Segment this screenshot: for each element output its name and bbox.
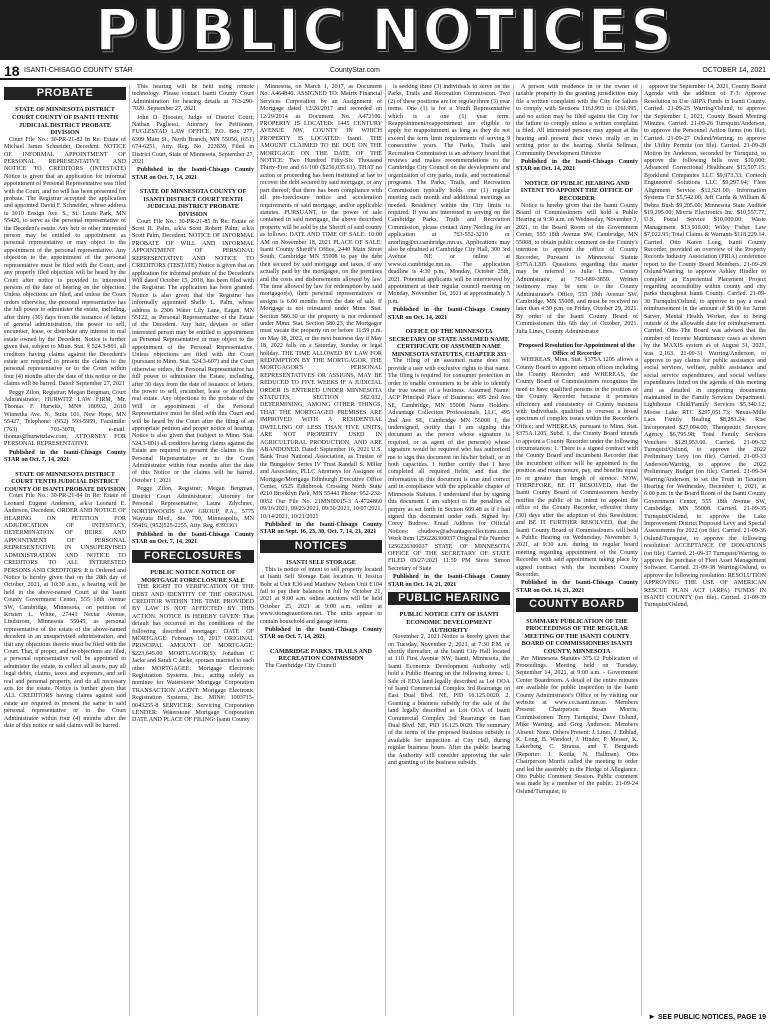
notice-heading: PUBLIC NOTICE CITY OF ISANTI ECONOMIC DEVELOPMENT AUTHORITY [399,611,499,634]
notice-signature: John D. Hoosier, Judge of District Court; Nathan Pagliessi, Attorney for Petitioner, FUGLESTAD LAW OFFICE, P.O. Box 277, 6309 Main St., North Branch, MN 55056, (651) 674-6251, Atty. Reg. No. 223839, Filed in District Court, State of Minnesota, September 27, 2021 [132,114,254,166]
notice-body: Court File No.: 30-PR-21-85 In Re: Estate of Scott R. Palm, a/k/a Scott Robert Palm, a/k/a Scott Palm, Decedent. NOTICE OF INFORMAL PROBATE OF WILL AND INFORMAL APPOINTMENT OF PERSONAL REPRESENTATIVE AND NOTICE TO CREDITORS (TESTATE) Notice is given that an application for informal probate of the Decedent's Will dated October 15, 2018, has been filed with the Registrar. The application has been granted. Notice is also given that the Registrar has informally appointed Shelle L. Palm, whose address is 2306 Water Lily Lane, Eagan, MN 55122, as Personal Representative of the Estate of the Decedent. Any heir, devisee or other interested person may be entitled to appointment as Personal Representative or may object to the appointment of the Personal Representative. Unless objections are filed with the Court (pursuant to Minn. Stat. 524.3-607) and the Court otherwise orders, the Personal Representative has full power to administer the Estate, including, after 30 days from the date of issuance of letters, the power to sell, encumber, lease or distribute real estate. Any objections to the probate of the Will or appointment of the Personal Representative must be filed with this Court and will be heard by the Court after the filing of an appropriate petition and proper notice of hearing. Notice is also given that (subject to Minn. Stat. 524.3-801) all creditors having claims against the Estate are required to present the claims to the Personal Representative or to the Court Administrator within four months after the date of this Notice or the claims will be barred. October 1, 2021 [132,218,254,484]
section-header-foreclosures: FORECLOSURES [132,550,254,563]
publication-line: Published in the Isanti-Chisago County STAR on Oct. 7, 14, 2021 [132,167,254,181]
column-5 [516,84,638,1016]
notice-heading: ISANTI SELF STORAGE [286,559,356,567]
page-number: 18 [4,63,20,79]
notice-heading: STATE OF MINNESOTA DISTRICT COURT TENTH JUDICIAL DISTRICT COUNTY OF ISANTI PROBATE DIVISION [4,470,126,493]
notice-body: Per Minnesota Statutes 375.12 Publication of Proceedings. Meeting held on Tuesday, September 14, 2021, at 9:00 a.m. - Government Center Boardroom. A detail of the entire minutes are available for public inspection in the Isanti County Administrator's Office or by visiting our website at www.co.isanti.mn.us. Members Present: Chairperson Susan Morris; Commissioners Terry Turnquist, Dave Oslund, Mike Warring, and Greg Anderson. Members Absent: None. Others Present: J. Lines, J. Edblad, K. Long, B. Wendorf, J. Hinder, P. Messer, K. Lakerberg, C. Strauss, and T. Bergstedt (Reporter: J. Kotila, N. Hallman). Otto Chairperson Morris called the meeting to order and led the assembly in the Pledge of Allegiance. Otto Public Comment Session. Public comment was made by a member of the public. 21-09-24 Oslund/Turnquist, to [516,655,638,795]
column-4 [388,84,510,1016]
notice-body: Court File No.: 30-PR-21-84 In Re: Estate of Leonard Eugene Anderson, a/k/a Leonard E. Anderson, Decedent. ORDER AND NOTICE OF HEARING ON PETITION FOR ADJUDICATION OF INTESTACY, DETERMINATION OF HEIRS AND APPOINTMENT OF PERSONAL REPRESENTATIVE IN UNSUPERVISED ADMINISTRATION AND NOTICE TO CREDITORS TO ALL INTERESTED PERSONS AND CREDITORS: It is Ordered and Notice is hereby given that on the 28th day of October, 2021, at 10:30 a.m., a hearing will be held in the above-named Court at the Isanti County Government Center, 555 18th Avenue SW, Cambridge, Minnesota, on petition of Kristen L. White, 27441 Nectar Avenue, Lindstrom, Minnesota 55045, as personal representative of the estate of the above-named decedent in an unsupervised administration, and that any objections thereto must be filed with the Court. That, if proper, and no objections are filed, a personal representative will be appointed to administer the estate, to collect all assets, pay all legal debts, claims, taxes and expenses, and sell real and personal property, and do all necessary acts for the estate. Notice is further given that ALL CREDITORS having claims against said estate are required to present the same to said personal representative or to the Court Administrator within four (4) months after the date of this notice or said claims will be barred. [4,493,126,730]
masthead-title: PUBLIC NOTICES [94,0,676,64]
notice-heading: CAMBRIDGE PARKS, TRAILS AND RECREATION COMMISSION [270,647,372,663]
publication-line: Published in the Isanti-Chisago County STAR on Oct. 14, 2021 [388,307,510,321]
notice-body: A person with residence in or the owner of taxable property in the granting jurisdiction may file a written complaint with the City for failure to comply with Sections 116J.993 to 116J.995, and no action may be filed against the City for the failure to comply unless a written complaint is filed. All interested persons may appear at the hearing and present their views orally or in writing prior to the hearing. Sheila Sellman, Community Development Director [516,84,638,157]
notice-signature: Peggy Zilon, Registrar; Megan Bergman, District Court Administrator; Attorney for Personal Representative, Laura Zdychnec, NORTHWOODS LAW GROUP, P.A., 5775 Wayzata Blvd., Ste. 700, Minneapolis, MN 55416, (952)525-2255, Atty. Reg. #393363 [132,486,254,530]
notice-body: November 2, 2021 Notice is hereby given that on Tuesday, November 2, 2021, at 7:30 P.M. or shortly thereafter, at the Isanti City Hall located at 110 First Avenue NW, Isanti, Minnesota, the Isanti Economic Development Authority will hold a Public Hearing on the following items: 1. Sale of EDA land legally described as Lot OOA of Isanti Commercial Complex 3rd Rearrange on East Dual Blvd. NE, PID 16.125.0020. 2. Granting a business subsidy for the sale of the land legally described as Lot OOA of Isanti Commercial Complex 3rd Rearrange on East Dual Blvd. NE, PID 16.125.0020. The summary of the terms of the proposed business subsidy is available for inspection at City Hall, during regular business hours. After the public hearing the Authority will consider approving the sale and granting of the business subsidy. [388,634,510,767]
publication-line: Published in the Isanti-Chisago County STAR on Oct. 7, 14, 2021 [260,627,382,641]
notice-body: Court File No.: 30-PR-21-82 In Re: Estate of Michael James Schneider, Decedent. NOTICE OF INFORMAL APPOINTMENT OF PERSONAL REPRESENTATIVE AND NOTICE TO CREDITORS (INTESTATE) Notice is given that an application for informal appointment of Personal Representative was filed with the Court, and no will has been presented for probate. The Registrar accepted the application and appointed David F. Schneider, whose address is 3010 Ensign Ave. S., St. Louis Park, MN 55426, to serve as the personal representative of the Decedent's estate. Any heir or other interested person may be entitled to appointment as personal representative or may object to the appointment of the personal representative. Any objection to the appointment of the personal representative must be filed with the Court, and any properly filed objection will be heard by the Court after notice is provided to interested persons of the date of hearing on the objection. Unless objections are filed, and unless the Court orders otherwise, the personal representative has the full power to administer the estate, including, after thirty (30) days from the issuance of letters of general administration, the power to sell, encumber, lease, or distribute any interest in real estate owned by the Decedent. Notice is further given that, subject to Minn. Stat. § 524.3-801, all creditors having claims against the Decedent's estate are required to present the claims to the personal representative or to the Court within four (4) months after the date of this notice or the claims will be barred. Dated: September 27, 2021 [4,136,126,388]
arrow-right-icon: ► [648,1012,656,1021]
notice-body: is seeking three (3) individuals to serve on the Parks, Trails and Recreation Commission. Two (2) of these positions are for regular three (3) year terms. One (1) is for a Youth Representative which is a one (1) year term. Reappointment/reappointment are eligible to apply for reappointment as long as they do not exceed the term limit requirements of serving 9 consecutive years. The Parks, Trails and Recreation Commission is an advisory board that reviews and makes recommendations to the Cambridge City Council on the development and organization of city parks, trails, and recreational programs. The Parks, Trails, and Recreation Commission typically holds one (1) regular meeting each month and additional meetings as needed. Residency within the City limits is required. If you are interested in serving on the Cambridge Parks, Trails and Recreation Commission, please contact Amy Norling for an application at 763-552-3210 or anorling@ci.cambridge.mn.us. Applications may also be obtained at Cambridge City Hall, 300 3rd Avenue NE or online at www.ci.cambridge.mn.us. The application deadline is 4:30 p.m., Monday, October 25th, 2021. Potential applicants will be interviewed by appointment at their regular council meeting on Monday, November 1st, 2021 at approximately 5 p.m. [388,84,510,305]
notice-subheading: Proposed Resolution for Appointment of the Office of Recorder [518,341,636,357]
notice-heading: STATE OF MINNESOTA COUNTY OF ISANTI DISTRICT COURT TENTH JUDICIAL DISTRICT PROBATE DIVISION [139,188,247,219]
section-header-probate: PROBATE [4,87,126,100]
notice-heading: SUMMARY PUBLICATION OF THE PROCEEDINGS OF THE REGULAR MEETING OF THE ISANTI COUNTY BOARD OF COMMISSIONERS ISANTI COUNTY, MINNESOTA [521,617,633,655]
publication-line: Published in the Isanti-Chisago County STAR on Oct. 7, 14, 2021 [4,449,126,464]
notice-body: This hearing will be held using remote technology. Please contact Isanti County Court Administration for hearing details at 763-290-7020. September 27, 2021 [132,84,254,113]
notice-body: approve the September 14, 2021, County Board Agenda with the addition of F-3: Approve Resolution to Use ARPA Funds in Isanti County. Carried. 21-09-25 Warring/Oslund, to approve the September 1, 2021, County Board Meeting Minutes. Carried. 21-09-26 Turnquist/Anderson, to approve the Personnel Action Items (on file). Carried. 21-09-27 Oslund/Warring, to approve the Utility Permits (on file). Carried. 21-09-28 Motion by Anderson, seconded by Turnquist, to approve the following bills over $10,000: Advanced Correctional Healthcare $15,507.15; Bjorklund Companies LLC $9,973.33; Contech Engineered Solutions LLC $9,297.94; Fleet Alignment Service $12,521.00; Information Systems Ctr $5,542.00; Jeff Carda & William & Debra Bush $9,205.00; Minnesota State Auditor $19,295.00; Morris Electronics Inc. $10,557.77; U.S. Postal Service $10,000.00; Waste Management $13,910.00; Wiley Fisher Law $7,022.95; Total Claims & Warrants $118,229.14. Carried. Otto Karen Long, Isanti County Recorder, provided an overview of the Property Records Industry Association (PRIA) conference report to the County Board Members. 21-09-29 Oslund/Warring, to approve Ashley Hindler to complete an Experiential Placement Project regarding accessibility within county and city parks throughout Isanti County. Carried. 21-09-30 Turnquist/Oslund, to approve to pay a meal reimbursement in the amount of $8.00 for Jarret Sarver, Mental Health Worker, due to being outside of the allowable date for reimbursement. Carried. Otto The Board was advised that the number of Income Maintenance cases as shown by the MAXIS system as of August 31, 2021, was 2,163. 21-09-31 Warring/Anderson, to approve to pay claims for public assistance and social services, welfare, public assistance and social service expenditures, and social welfare expenditures listed on the agenda of this meeting and as detailed in supporting documents maintained in the Family Services Department: Lighthouse Child/Family Services $5,340.12; Moose Lake RTC $297,051.73; Nexus-Mille Lacs Family Healing $8,283.24; Rise Incorporated $27,094.00; Therapeutic Services Agency $6,795.98; Total Family Services Vouchers $129,953.00. Carried. 21-09-32 Turnquist/Oslund, to approve the 2022 Preliminary Levy (on file). Carried. 21-09-33 Anderson/Warring, to approve the 2022 Preliminary Budget (on file). Carried. 21-09-34 Warring/Anderson, to set the Truth in Taxation Hearing for Wednesday, December 1, 2021, at 6:00 p.m. in the Board Room of the Isanti County Government Center, 555 18th Avenue SW, Cambridge, MN 55008. Carried. 21-09-35 Turnquist/Oslund, to approve the Lake Improvement District Proposed Levy and Special Assessments for 2022 (on file). Carried. 21-09-36 Oslund/Turnquist, to approve the following resolution: ACCEPTANCE OF DONATIONS (on file). Carried. 21-09-37 Turnquist/Warring, to approve the purchase of Fleet Asset Management Software. Carried. 21-09-38 Warring/Oslund, to approve the following resolution: RESOLUTION APPROVING THE USE OF AMERICAN RESCUE PLAN ACT (ARPA) FUNDS IN ISANTI COUNTY (on file). Carried. 21-09-39 Turnquist/Oslund, [644,84,766,609]
notice-heading: PUBLIC NOTICE NOTICE OF MORTGAGE FORECLOSURE SALE [141,568,245,584]
site-url[interactable]: CountyStar.com [330,67,380,74]
notice-heading: STATE OF MINNESOTA DISTRICT COURT COUNTY OF ISANTI TENTH JUDICIAL DISTRICT PROBATE DIVISION [11,106,119,137]
continued-label: SEE PUBLIC NOTICES, PAGE 19 [657,1014,766,1021]
publication-line: Published in the Isanti-Chisago County STAR on Oct. 14, 21, 2021 [388,574,510,588]
publication-name: ISANTI-CHISAGO COUNTY STAR [24,67,133,74]
publication-line: Published in the Isanti-Chisago County STAR on Sept. 16, 23, 30, Oct. 7, 14, 21, 2021 [260,521,382,536]
continued-link[interactable] [648,1012,766,1021]
column-6 [644,84,766,1016]
publication-line: Published in the Isanti-Chisago County STAR on Oct. 7, 14, 2021 [132,531,254,546]
section-header-public-hearing: PUBLIC HEARING [388,592,510,605]
notice-heading: NOTICE OF PUBLIC HEARING AND INTENT TO APPOINT THE OFFICE OF RECORDER [520,179,634,203]
column-2 [132,84,254,1016]
notice-body: THE RIGHT TO VERIFICATION OF THE DEBT AND IDENTITY OF THE ORIGINAL CREDITOR WITHIN THE TIME PROVIDED BY LAW IS NOT AFFECTED BY THIS ACTION. NOTICE IS HEREBY GIVEN: That default has occurred in the conditions of the following described mortgage: DATE OF MORTGAGE: February 10, 2017 ORIGINAL PRINCIPAL AMOUNT OF MORTGAGE: $223,645.00 MORTGAGOR(S): Jonathan C Jacke and Sarah C Jacke, spouses married to each other MORTGAGEE: Mortgage Electronic Registration Systems, Inc., acting solely as nominee for Waterstone Mortgage Corporation TRANSACTION AGENT: Mortgage Electronic Registration Systems, Inc. MIN#: 1003715-0043255-8 SERVICER: Servicing Corporation LENDER: Waterstone Mortgage Corporation DATE AND PLACE OF FILING: Isanti County [132,584,254,724]
notice-heading: OFFICE OF THE MINNESOTA SECRETARY OF STATE ASSUMED NAME CERTIFICATE OF ASSUMED NAME MINNESOTA STATUTES, CHAPTER 333 [389,328,509,358]
column-3 [260,84,382,1016]
folio-bar [0,62,770,80]
notice-body: WHEREAS, Minn. Stat. §375A.1205 allows a County Board to appoint certain offices including the County Recorder; and WHEREAS, the County Board of Commissioners recognizes the need to have qualified persons in the position of the County Recorder because it promotes efficiency and consistency of County business with individuals qualified to oversee a broad spectrum of complex issues within the Recorder's Office; and WHEREAS, pursuant to Minn. Stat. §375A.1205, Subd. 1, the County Board intends to appoint a County Recorder under the following circumstances: 1. There is a signed contract with the County Board and incumbent Recorder that the incumbent officer will be appointed to the position and retain tenure, pay, and benefits equal to or greater than length of service. NOW, THEREFORE, BE IT RESOLVED, that the Isanti County Board of Commissioners hereby notifies the public of its intent to appoint the office of the County Recorder, effective thirty (30) days after the adoption of this Resolution; and BE IT FURTHER RESOLVED, that the Isanti County Board of Commissioners will hold a Public Hearing on Wednesday, November 3, 2021, at 9:30 a.m. during its regular board meeting regarding appointment of the County Recorder with said appointment taking place by signed contract with the incumbent County Recorder. [516,357,638,578]
notice-body: The Cambridge City Council [265,663,336,670]
notice-body: This is notice of intent to sell property located at Isanti Self Storage East location. If Jessica Bohr at Unit E36 and Matthew Nelson Unit E104 fail to pay their balances in full by October 21, 2021 at 9:00 a.m. online auctions will be held October 25, 2021 at 9:00 a.m. online at www.storageauctions.net. The units appear to contain household and garage items. [260,566,382,625]
notice-body: The filing of an assumed name does not provide a user with exclusive rights to that name. The filing is required for consumer protection in order to enable consumers to be able to identify the true owner of a business. Assumed Name: ACP Principal Place of Business: 495 2nd Ave SE, Cambridge, MN 55008 Name Holders: Advantage Collection Professionals, LLC, 495 2nd Ave SE, Cambridge MN 55008 I, the undersigned, certify that I am signing this document as the person whose signature is required, or as agent of the person(s) whose signature would be required who has authorized me to sign this document on his/her behalf, or in both capacities. I further certify that I have completed all required fields, and that the information in this document is true and correct and in compliance with the applicable chapter of Minnesota Statutes. I understand that by signing this document I am subject to the penalties of perjury as set forth in Section 609.48 as if I had signed this document under oath. Signed by: Corey Budrow. Email Address for Official Notices: cbudrow@advantagecollections.com. Work Item 1256226300037 Original File Number 1256226300037 STATE OF MINNESOTA OFFICE OF THE SECRETARY OF STATE FILED 09/27/2021 11:59 PM Steve Simon Secretary of State [388,358,510,572]
column-1 [4,84,126,1016]
notice-body: Minnesota, on March 1, 2017, as Document No. A464840. ASSIGNED TO: Matrix Financial Services Corporation by an Assignment of Mortgage dated 12/20/2017 and recorded on 12/29/2014 as Document No. A472106. PROPERTY IS LOCATED: 1445 CENTURY AVENUE NW, COUNTY IN WHICH PROPERTY IS LOCATED: Isanti. THE AMOUNT CLAIMED TO BE DUE ON THE MORTGAGE ON THE DATE OF THE NOTICE: Two Hundred Fifty-Six Thousand Thirty-Five and 61/100 ($256,035.61). THAT no action or proceeding has been instituted at law to recover the debt secured by said mortgage, or any part thereof; that there has been compliance with all pre-foreclosure notice and acceleration requirements of said mortgage, and/or applicable statutes. PURSUANT, to the power of sale contained in said mortgage, the above described property will be sold by the Sheriff of said county as follows: DATE AND TIME OF SALE: 10:00 AM on November 18, 2021 PLACE OF SALE: Isanti County Sheriff's Office, 2440 Main Street South, Cambridge MN 55008 to pay the debt then secured by said mortgage and taxes, if any actually paid by the mortgagee, on the premises and the costs and disbursements allowed by law. The time allowed by law for redemption by said mortgagor(s), their personal representatives or assigns is 6.00 months from the date of sale. If Mortgage is not reinstated under Minn. Stat. Section 580.30 or the property is not redeemed under Minn. Stat. Section 580.23, the Mortgagor must vacate the property on or before 11:59 p.m. on May 18, 2022, or the next business day if May 18, 2022 falls on a Saturday, Sunday or legal holiday. THE TIME ALLOWED BY LAW FOR REDEMPTION BY THE MORTGAGOR, THE MORTGAGOR'S PERSONAL REPRESENTATIVES OR ASSIGNS, MAY BE REDUCED TO FIVE WEEKS IF A JUDICIAL ORDER IS ENTERED UNDER MINNESOTA STATUTES, SECTION 582.032, DETERMINING, AMONG OTHER THINGS, THAT THE MORTGAGED PREMISES ARE IMPROVED WITH A RESIDENTIAL DWELLING OF LESS THAN FIVE UNITS, ARE NOT PROPERTY USED IN AGRICULTURAL PRODUCTION, AND ARE ABANDONED. Dated: September 16, 2021 U.S. Bank Trust National Association, as Trustee of the Bungalow Series IV Trust Randall S. Miller and Associates, PLLC Attorneys for Assignee of Mortgage/Mortgage Edinburgh Executive Office Center, 6525 Edinbrook Crossing North Suite #210 Brooklyn Park, MN 55443 Phone: 952-232-0052 Our File No. 21MN00015-3 A-4724860 09/16/2021, 09/23/2021, 09/30/2021, 10/07/2021, 10/14/2021, 10/21/2021 [260,84,382,520]
section-header-notices: NOTICES [260,540,382,553]
section-header-county-board: COUNTY BOARD [516,598,638,611]
issue-date: OCTOBER 14, 2021 [702,67,766,74]
notice-signature: Peggy Zilon, Registrar; Megan Bergman, Court Administrator; HURWITZ LAW FIRM, Mr. Thomas F. Hurwitz, MN# 180932, 2610 Winnetka Ave. N., Suite 101, New Hope, MN 55427, Telephone: (952) 593-5959, Facsimile: (763) 703-3078, e-mail: thomas@hurwitzlaw.com, ATTORNEY FOR PERSONAL REPRESENTATIVE [4,389,126,448]
publication-line: Published in the Isanti-Chisago County STAR on Oct. 14, 21, 2021 [516,580,638,594]
publication-line: Published in the Isanti-Chisago County STAR on Oct. 14, 2021 [516,159,638,173]
notice-body: Notice is hereby given that the Isanti County Board of Commissioners will hold a Public Hearing at 9:30 a.m. on Wednesday, November 3, 2021, in the Board Room of the Government Center, 555 18th Avenue SW, Cambridge, MN 55008, to obtain public comment on the County's intention to appoint the office of County Recorder, Pursuant to Minnesota Statute §375A.1205. Questions regarding this matter may be referred to Julie Lines, County Administrator, at 763-689-3859. Written testimony may be sent to the County Administrator's Office, 555 18th Avenue SW, Cambridge, MN 55008, and must be received no later than 4:30 p.m. on Friday, October 29, 2021. By order of the Isanti County Board of Commissioners this 6th day of October, 2021. Julia Lines, County Administrator [516,202,638,335]
notice-columns [4,84,766,1016]
masthead [0,0,770,64]
